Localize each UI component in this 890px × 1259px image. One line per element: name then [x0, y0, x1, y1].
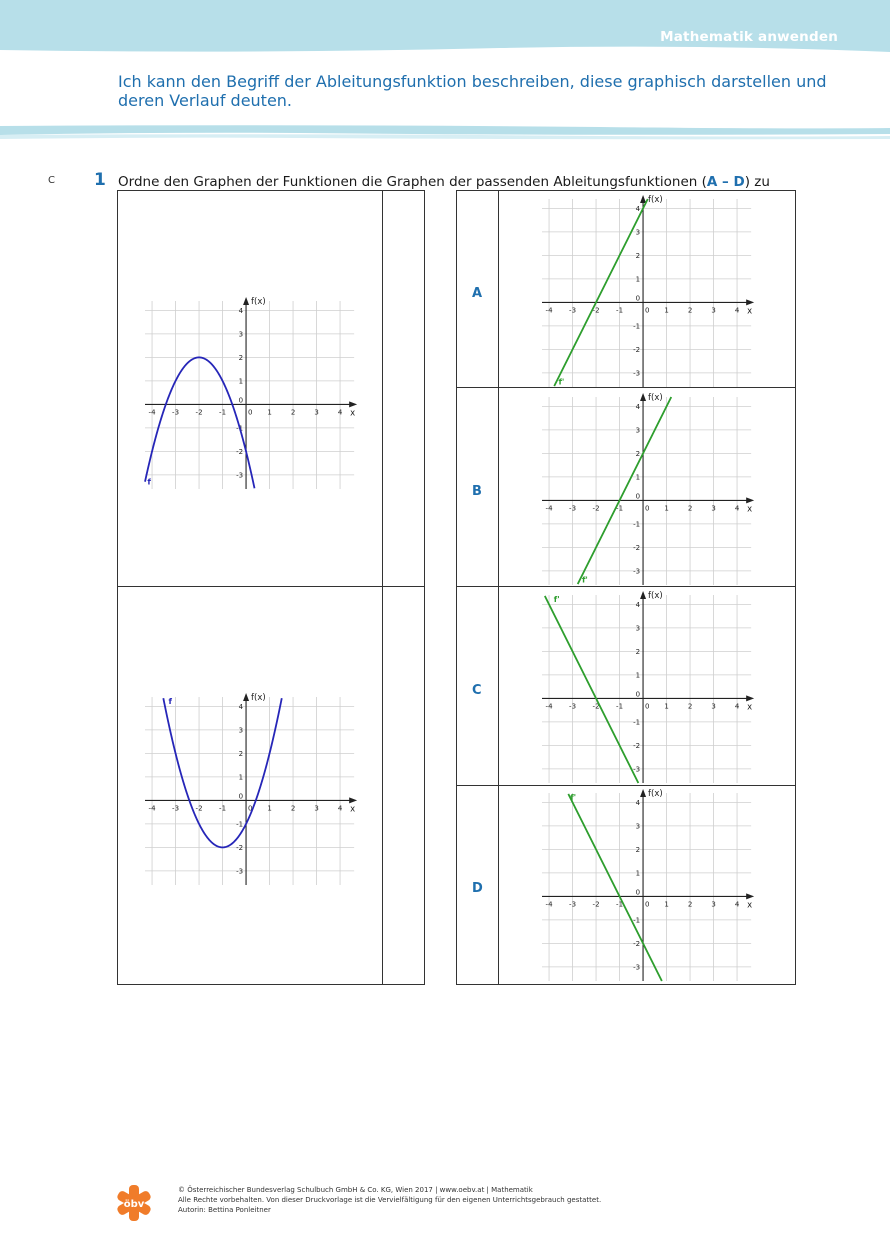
y-tick-label: -3	[236, 470, 243, 479]
function-1-grid	[145, 301, 354, 489]
x-tick-label: -3	[171, 803, 179, 812]
x-tick-label: -1	[615, 503, 623, 512]
x-tick-label: -3	[568, 503, 576, 512]
x-tick-label: 2	[687, 503, 693, 512]
answer-box-2[interactable]	[382, 586, 425, 985]
x-tick-label: 0	[644, 701, 650, 710]
derivative-graph-c	[536, 589, 765, 787]
x-tick-label: -3	[568, 701, 576, 710]
logo-text: öbv	[123, 1199, 145, 1210]
x-tick-label: 0	[247, 803, 253, 812]
derivative-c-x-arrow	[746, 695, 754, 701]
task-text-before: Ordne den Graphen der Funktionen die Graphen der passenden Ableitungsfunktionen (	[118, 174, 707, 190]
y-tick-label: 4	[635, 798, 640, 807]
derivative-a-curve	[554, 199, 648, 386]
y-tick-label: 3	[635, 821, 640, 830]
derivative-b-x-arrow	[746, 497, 754, 503]
derivative-b-y-label: f(x)	[647, 392, 663, 403]
derivative-d-x-label: x	[747, 899, 753, 910]
y-tick-label: 1	[635, 868, 640, 877]
range-end: D	[733, 174, 745, 190]
derivative-b-curve	[578, 397, 672, 584]
x-tick-label: 1	[267, 803, 272, 812]
derivative-c-grid	[542, 595, 751, 783]
x-tick-label: 2	[687, 305, 693, 314]
learning-objective: Ich kann den Begriff der Ableitungsfunktion beschreiben, diese graphisch darstellen und deren Verlauf deuten.	[118, 72, 827, 110]
footer-line-2: Alle Rechte vorbehalten. Von dieser Druckvorlage ist die Vervielfältigung für den eigenen Unterrichtsgebrauch gestattet.	[178, 1196, 602, 1204]
x-tick-label: -2	[195, 407, 203, 416]
answer-box-1[interactable]	[382, 190, 425, 587]
footer-line-3: Autorin: Bettina Ponleitner	[178, 1206, 271, 1214]
y-tick-label: -1	[236, 423, 243, 432]
derivative-b-grid	[542, 397, 751, 585]
y-tick-label: -3	[633, 368, 640, 377]
derivative-c-y-label: f(x)	[647, 590, 663, 601]
derivative-c-x-label: x	[747, 701, 753, 712]
origin-label: 0	[238, 395, 243, 404]
x-tick-label: 3	[711, 899, 716, 908]
y-tick-label: -3	[633, 962, 640, 971]
y-tick-label: -2	[236, 843, 243, 852]
y-tick-label: 4	[635, 600, 640, 609]
x-tick-label: 1	[664, 701, 669, 710]
y-tick-label: 4	[238, 306, 243, 315]
derivative-graph-b	[536, 391, 765, 589]
x-tick-label: 4	[734, 305, 740, 314]
y-tick-label: 4	[635, 204, 640, 213]
y-tick-label: 3	[635, 425, 640, 434]
x-tick-label: -2	[592, 701, 600, 710]
x-tick-label: 1	[664, 899, 669, 908]
x-tick-label: 3	[711, 503, 716, 512]
letter-d: D	[472, 881, 483, 896]
origin-label: 0	[238, 791, 243, 800]
x-tick-label: -2	[592, 503, 600, 512]
function-2-x-arrow	[349, 797, 357, 803]
x-tick-label: -3	[568, 305, 576, 314]
x-tick-label: -2	[592, 899, 600, 908]
y-tick-label: 1	[635, 472, 640, 481]
x-tick-label: -4	[545, 701, 553, 710]
origin-label: 0	[635, 491, 640, 500]
x-tick-label: -1	[218, 407, 226, 416]
y-tick-label: 2	[238, 749, 243, 758]
x-tick-label: -1	[615, 305, 623, 314]
x-tick-label: -4	[545, 305, 553, 314]
x-tick-label: 2	[290, 407, 296, 416]
function-1-x-arrow	[349, 401, 357, 407]
y-tick-label: 2	[635, 845, 640, 854]
letter-c: C	[472, 683, 482, 698]
x-tick-label: 1	[664, 305, 669, 314]
y-tick-label: -2	[633, 543, 640, 552]
y-tick-label: 1	[238, 772, 243, 781]
y-tick-label: 4	[635, 402, 640, 411]
y-tick-label: 3	[635, 623, 640, 632]
derivative-graph-d	[536, 787, 765, 985]
derivative-b-y-arrow	[640, 393, 646, 401]
x-tick-label: 2	[290, 803, 296, 812]
x-tick-label: -1	[218, 803, 226, 812]
x-tick-label: 4	[734, 701, 740, 710]
y-tick-label: 3	[238, 329, 243, 338]
derivative-c-y-arrow	[640, 591, 646, 599]
y-tick-label: -2	[236, 447, 243, 456]
x-tick-label: 3	[314, 407, 319, 416]
function-2-y-arrow	[243, 693, 249, 701]
y-tick-label: -1	[633, 519, 640, 528]
difficulty-level: C	[48, 175, 55, 186]
y-tick-label: 3	[238, 725, 243, 734]
task-number: 1	[94, 170, 106, 190]
derivative-a-x-label: x	[747, 305, 753, 316]
function-2-y-label: f(x)	[250, 692, 266, 703]
derivative-c-curve-label: f'	[553, 594, 560, 604]
x-tick-label: 0	[247, 407, 253, 416]
derivative-d-x-arrow	[746, 893, 754, 899]
x-tick-label: 4	[337, 407, 343, 416]
function-graph-1	[139, 295, 368, 493]
function-1-y-label: f(x)	[250, 296, 266, 307]
x-tick-label: 1	[664, 503, 669, 512]
x-tick-label: 3	[314, 803, 319, 812]
y-tick-label: 1	[635, 274, 640, 283]
derivative-b-x-label: x	[747, 503, 753, 514]
y-tick-label: 2	[238, 353, 243, 362]
task-text-after: ) zu	[744, 174, 770, 190]
y-tick-label: -1	[633, 915, 640, 924]
footer-copyright	[178, 1185, 601, 1215]
derivative-graph-a	[536, 193, 765, 391]
x-tick-label: 2	[687, 701, 693, 710]
x-tick-label: -4	[148, 803, 156, 812]
function-graph-2	[139, 691, 368, 889]
x-tick-label: -4	[545, 899, 553, 908]
y-tick-label: 2	[635, 647, 640, 656]
y-tick-label: 1	[238, 376, 243, 385]
x-tick-label: 3	[711, 305, 716, 314]
range-dash: –	[717, 174, 734, 190]
x-tick-label: -1	[615, 701, 623, 710]
function-2-curve-label: f	[168, 696, 172, 706]
y-tick-label: -2	[633, 939, 640, 948]
derivative-d-curve-label: f'	[570, 792, 577, 802]
derivative-d-curve	[568, 794, 662, 981]
x-tick-label: -2	[195, 803, 203, 812]
x-tick-label: 4	[734, 503, 740, 512]
y-tick-label: -1	[236, 819, 243, 828]
derivative-a-grid	[542, 199, 751, 387]
function-2-grid	[145, 697, 354, 885]
letter-a: A	[472, 286, 483, 301]
footer-line-1: © Österreichischer Bundesverlag Schulbuch GmbH & Co. KG, Wien 2017 | www.oebv.at | Mathematik	[178, 1186, 533, 1194]
y-tick-label: -3	[633, 566, 640, 575]
y-tick-label: 2	[635, 449, 640, 458]
derivative-a-curve-label: f'	[558, 377, 565, 387]
function-1-y-arrow	[243, 297, 249, 305]
derivative-d-grid	[542, 793, 751, 981]
y-tick-label: 1	[635, 670, 640, 679]
x-tick-label: -1	[615, 899, 623, 908]
y-tick-label: 3	[635, 227, 640, 236]
y-tick-label: 2	[635, 251, 640, 260]
header-label: Mathematik anwenden	[660, 29, 838, 45]
y-tick-label: 4	[238, 702, 243, 711]
x-tick-label: -2	[592, 305, 600, 314]
y-tick-label: -2	[633, 345, 640, 354]
x-tick-label: -3	[171, 407, 179, 416]
range-start: A	[706, 174, 718, 190]
origin-label: 0	[635, 689, 640, 698]
function-2-x-label: x	[350, 803, 356, 814]
divider-band	[0, 124, 890, 142]
x-tick-label: 4	[337, 803, 343, 812]
origin-label: 0	[635, 887, 640, 896]
y-tick-label: -2	[633, 741, 640, 750]
derivative-d-y-label: f(x)	[647, 788, 663, 799]
x-tick-label: 0	[644, 899, 650, 908]
derivative-b-curve-label: f'	[581, 575, 588, 585]
derivative-a-y-arrow	[640, 195, 646, 203]
y-tick-label: -1	[633, 717, 640, 726]
y-tick-label: -1	[633, 321, 640, 330]
x-tick-label: -4	[148, 407, 156, 416]
derivative-a-y-label: f(x)	[647, 194, 663, 205]
function-1-x-label: x	[350, 407, 356, 418]
oebv-logo	[114, 1183, 154, 1223]
x-tick-label: 4	[734, 899, 740, 908]
derivative-d-y-arrow	[640, 789, 646, 797]
function-1-curve-label: f	[147, 476, 151, 486]
derivative-a-x-arrow	[746, 299, 754, 305]
x-tick-label: 0	[644, 503, 650, 512]
derivative-c-curve	[545, 596, 639, 783]
x-tick-label: 2	[687, 899, 693, 908]
x-tick-label: 0	[644, 305, 650, 314]
letter-b: B	[472, 484, 482, 499]
x-tick-label: -3	[568, 899, 576, 908]
x-tick-label: 3	[711, 701, 716, 710]
x-tick-label: 1	[267, 407, 272, 416]
x-tick-label: -4	[545, 503, 553, 512]
task-instruction	[118, 174, 770, 190]
y-tick-label: -3	[236, 866, 243, 875]
y-tick-label: -3	[633, 764, 640, 773]
origin-label: 0	[635, 293, 640, 302]
